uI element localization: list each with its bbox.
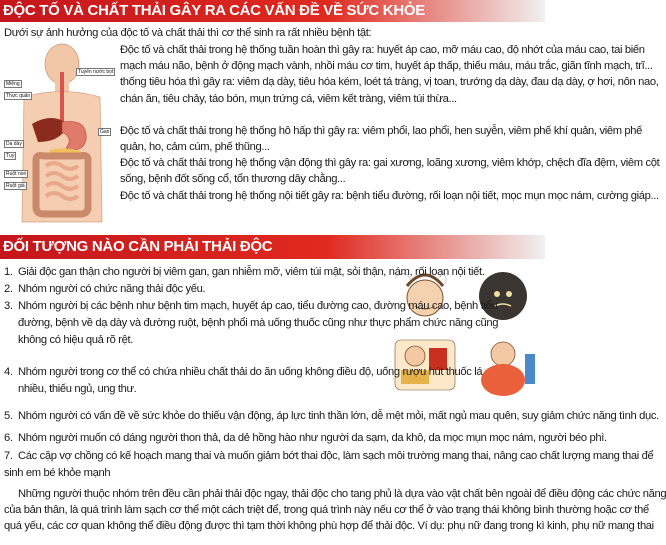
effect-respiratory [120,123,643,155]
list-item-text: Nhóm người có vấn đề về sức khỏe do thiếu vận động, áp lực tinh thần lớn, dễ mệt mỏi, mất ngủ mau quên, suy giảm chức năng tình dục. [18,410,659,422]
list-item-number: 7. [4,450,13,462]
label-salivary: Tuyến nước bọt [78,69,114,75]
section-title-toxins: ĐỘC TỐ VÀ CHẤT THẢI GÂY RA CÁC VẤN ĐỀ VỀ SỨC KHỎE [0,0,545,22]
list-item-number: 4. [4,366,13,378]
list-item-number: 5. [4,410,13,422]
effect-line: thống tiêu hóa thì gây ra: viêm dạ dày, tiêu hóa kém, loét tá tràng, vị toan, trướng dạ dày, đau dạ dày, ợ hơi, nôn nao, [120,76,659,89]
section-title-who-detox: ĐỐI TƯỢNG NÀO CẦN PHẢI THẢI ĐỘC [0,235,545,259]
list-item-number: 3. [4,300,13,312]
list-item-number: 6. [4,432,13,444]
intro-text: Dưới sự ảnh hưởng của độc tố và chất thải thì cơ thể sinh ra rất nhiều bệnh tật: [4,27,372,39]
effect-line: Độc tố và chất thải trong hệ thống nội tiết gây ra: bệnh tiểu đường, rối loạn nội tiết, mọc mụn mọc nám, cường giáp... [120,190,659,202]
label-esophagus: Thực quản [6,93,31,99]
list-item-text: Nhóm người trong cơ thể có chứa nhiều chất thải do ăn uống không điều độ, uống rượu hút thuốc lá [18,366,483,378]
effect-endocrine [120,188,659,204]
closing-line: của bản thân, là quá trình làm sạch cơ thể một cách triệt để, trong quá trình này nếu cơ thể ở vào trạng thái không bình thường hoặc cơ thể [4,504,649,517]
list-item-text: Nhóm người có chức năng thải độc yếu. [18,283,206,295]
list-item-text: Các cặp vợ chồng có kế hoạch mang thai và muốn giảm bớt thai độc, làm sạch môi trường mang thai, nâng cao chất lượng mang thai để [18,450,654,462]
list-item-text: nhiều, thiếu ngủ, ung thư. [18,383,137,395]
effect-line: Độc tố và chất thải trong hệ thống vận động thì gây ra: gai xương, loãng xương, viêm khớp, chệch đĩa đệm, viêm cột [120,157,660,169]
effect-line: mạch máu não, bệnh ở động mạch vành, nhồi máu cơ tim, huyết áp thấp, thiếu máu, máu trắc, giãn tĩnh mạch, trĩ... [120,60,653,73]
label-liver: Gan [100,129,110,135]
list-item-text: không có hiệu quả rõ rệt. [18,334,134,346]
closing-paragraph [4,486,666,535]
effect-line: Độc tố và chất thải trong hệ thống tuần hoàn thì gây ra: huyết áp cao, mỡ máu cao, độ nhớt của máu cao, tai biến [120,44,645,56]
effect-line: Độc tố và chất thải trong hệ thống hô hấp thì gây ra: viêm phổi, lao phổi, hen suyễn, viêm phế khí quản, viêm phế [120,125,643,137]
list-item-number: 2. [4,283,13,295]
list-item-text: sinh em bé khỏe mạnh [4,467,111,479]
label-small-intestine: Ruột non [6,171,27,177]
list-item-text: Nhóm người bị các bệnh như bệnh tim mạch, huyết áp cao, tiểu đường cao, đường máu cao, bệnh tiểu [18,300,498,312]
digestive-system-illustration [2,42,118,227]
label-large-intestine: Ruột già [6,183,25,189]
effect-line: chán ăn, tiêu chảy, táo bón, mụn trứng cá, viêm kết tràng, viêm túi thừa... [120,92,457,105]
label-mouth: Miệng [6,81,20,87]
closing-line: Những người thuộc nhóm trên đều cần phải thải độc ngay, thải độc cho tang phủ là dựa vào vật chất bên ngoài để điều động các chức năng [18,488,666,500]
effect-line: sống, bệnh đốt sống cổ, tổn thương dây chằng... [120,173,346,186]
list-item-number: 1. [4,266,13,278]
effect-motor [120,155,660,187]
label-stomach: Dạ dày [6,141,22,147]
label-pancreas: Tụy [6,153,15,159]
effect-circulatory [120,42,659,107]
closing-line: quá yếu, các cơ quan không thể điều động được thì tạm thời không phù hợp để thải độc. Ví dụ: phụ nữ đang trong kì kinh, phụ nữ mang thai [4,520,654,533]
effect-line: quản, ho, cảm cúm, phế thũng... [120,141,270,154]
list-item-text: Nhóm người muốn có dáng người thon thả, da dẻ hồng hào như người da sạm, da khô, da mọc mụn mọc nám, người béo phì. [18,432,607,444]
list-item-text: đường, bệnh về dạ dày và đường ruột, bệnh phổi mà uống thuốc cũng như thực phẩm chức năng cũng [18,317,499,329]
list-item-text: Giải độc gan thận cho người bị viêm gan, gan nhiễm mỡ, viêm túi mật, sỏi thận, nám, rối loạn nội tiết. [18,266,485,278]
